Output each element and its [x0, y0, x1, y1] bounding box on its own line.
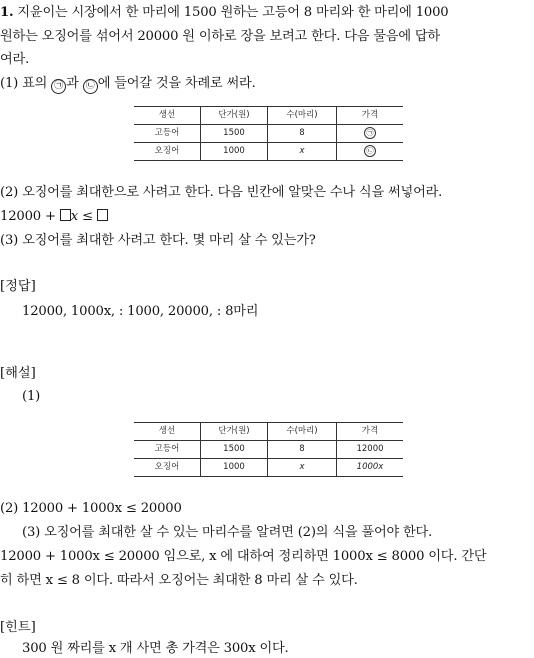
hint-label: [힌트] [0, 620, 36, 635]
question-1-prefix: (1) 표의 [0, 76, 48, 91]
explanation-label: [해설] [0, 366, 36, 381]
answer-label: [정답] [0, 279, 36, 294]
fish-price-table [134, 106, 403, 161]
circled-symbol-cell: ㉠ [364, 127, 376, 139]
question-2-expression [0, 208, 534, 226]
table-header-cell: 생선 [134, 107, 201, 125]
problem-line-3: 여라. [0, 52, 30, 67]
expression-leq: ≤ [82, 209, 93, 224]
question-1-suffix: 에 들어갈 것을 차례로 써라. [97, 76, 256, 91]
table-cell: 오징어 [154, 462, 180, 472]
table-cell: 오징어 [154, 146, 180, 156]
table-header-row [134, 423, 403, 441]
table-cell [337, 143, 404, 161]
table-header-cell: 단가(원) [201, 423, 268, 441]
explanation-part-3-line-2: 12000 + 1000x ≤ 20000 임으로, x 에 대하여 정리하면 1000x ≤ 8000 이다. 간단 [0, 549, 487, 564]
explanation-part-3-line-1: (3) 오징어를 최대한 살 수 있는 마리수를 알려면 (2)의 식을 풀어야 한다. [22, 525, 433, 540]
table-cell: 1500 [201, 441, 268, 459]
blank-box-2 [97, 209, 108, 221]
table-header-cell: 수(마리) [268, 423, 337, 441]
fish-price-table-solution [134, 422, 403, 477]
table-header-row [134, 107, 403, 125]
question-1 [0, 75, 534, 94]
problem-line-1 [0, 4, 534, 22]
question-2: (2) 오징어를 최대한으로 사려고 한다. 다음 빈칸에 알맞은 수나 식을 써넣어라. [0, 185, 443, 200]
problem-line-2: 원하는 오징어를 섞어서 20000 원 이하로 장을 보려고 한다. 다음 물음에 답하 [0, 29, 440, 44]
table-cell: 고등어 [134, 441, 201, 459]
table-cell: 8 [268, 441, 337, 459]
circled-symbol-1: ㉠ [51, 79, 66, 94]
table-row [134, 441, 403, 459]
table-header-cell: 가격 [337, 423, 404, 441]
table-header-cell: 생선 [134, 423, 201, 441]
table-cell: 12000 [337, 441, 404, 459]
table-row [134, 459, 403, 477]
circled-symbol-cell: ㉡ [364, 145, 376, 157]
table-cell: 1000 [201, 459, 268, 477]
question-3: (3) 오징어를 최대한 사려고 한다. 몇 마리 살 수 있는가? [0, 233, 316, 248]
table-cell: 1000 [201, 143, 268, 161]
blank-box-1 [60, 209, 71, 221]
expression-variable: x [70, 209, 79, 224]
table-cell: 1000x [337, 459, 404, 477]
table-cell: 고등어 [134, 125, 201, 143]
answer-text: 12000, 1000x, : 1000, 20000, : 8마리 [22, 304, 259, 319]
table-row [134, 143, 403, 161]
explanation-sub-1: (1) [22, 389, 41, 404]
table-row [134, 125, 403, 143]
table-cell [337, 125, 404, 143]
table-header-cell: 수(마리) [268, 107, 337, 125]
problem-text-1: 지윤이는 시장에서 한 마리에 1500 원하는 고등어 8 마리와 한 마리에 1000 [17, 5, 449, 20]
table-cell: 1500 [201, 125, 268, 143]
problem-number: 1. [0, 5, 14, 20]
table-header-cell: 단가(원) [201, 107, 268, 125]
circled-symbol-2: ㉡ [83, 79, 98, 94]
expression-prefix: 12000 + [0, 209, 56, 224]
explanation-part-3-line-3: 히 하면 x ≤ 8 이다. 따라서 오징어는 최대한 8 마리 살 수 있다. [0, 573, 358, 588]
table-cell: x [268, 459, 337, 477]
hint-text: 300 원 짜리를 x 개 사면 총 가격은 300x 이다. [22, 641, 289, 656]
table-cell: x [268, 143, 337, 161]
table-cell: 8 [268, 125, 337, 143]
explanation-part-2: (2) 12000 + 1000x ≤ 20000 [0, 501, 182, 516]
table-header-cell: 가격 [337, 107, 404, 125]
question-1-mid: 과 [66, 76, 79, 91]
